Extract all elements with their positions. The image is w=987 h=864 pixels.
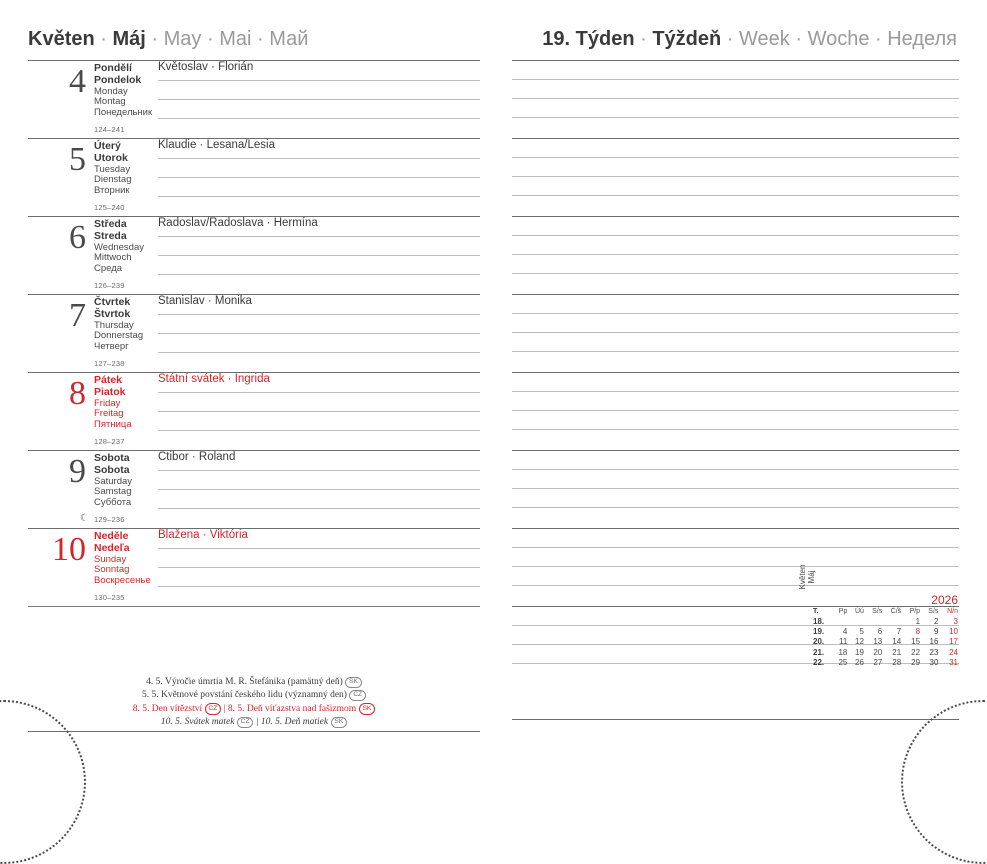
mini-month-sk: Máj (807, 570, 817, 584)
nameday-text: Stanislav · Monika (158, 295, 252, 307)
mini-day[interactable]: 11 (839, 637, 848, 647)
nameday-text: Státní svátek · Ingrida (158, 373, 270, 385)
mini-day[interactable]: 12 (855, 637, 864, 647)
mini-day[interactable]: 8 (915, 627, 921, 637)
header-sep-3: · (206, 28, 220, 50)
mini-day[interactable]: 18 (838, 647, 848, 657)
day-names (94, 141, 156, 196)
month-name-ru: Май (269, 28, 309, 50)
day-row[interactable] (28, 372, 480, 450)
header-sep-7: · (795, 28, 808, 50)
holiday-notes (28, 676, 480, 730)
header-sep-8: · (875, 28, 888, 50)
day-name-ru: Суббота (94, 496, 132, 508)
month-name-en: May (163, 28, 202, 50)
day-name-de: Freitag (94, 408, 124, 420)
day-name-de: Dienstag (94, 174, 132, 186)
day-row[interactable] (28, 528, 480, 606)
day-number: 6 (69, 219, 86, 256)
day-name-cz: Neděle (94, 530, 129, 542)
mini-day[interactable]: 1 (915, 616, 921, 626)
writing-lines[interactable] (158, 61, 480, 138)
mini-day[interactable]: 20 (873, 647, 883, 657)
day-row[interactable] (28, 450, 480, 528)
day-code: 125–240 (94, 203, 125, 212)
day-name-ru: Вторник (94, 184, 130, 196)
mini-day[interactable] (883, 617, 902, 627)
nameday-text: Ctibor · Roland (158, 451, 236, 463)
day-name-sk: Štvrtok (94, 307, 131, 320)
day-name-cz: Středa (94, 218, 127, 230)
mini-day[interactable]: 25 (838, 657, 848, 667)
holiday-sep-4: | (255, 717, 259, 728)
day-names (94, 375, 156, 430)
holiday-line-2 (28, 689, 480, 702)
mini-calendar-row (812, 658, 959, 668)
mini-col-thu: Č/š (890, 608, 902, 615)
day-name-ru: Воскресенье (94, 574, 151, 586)
mini-calendar-row (812, 627, 959, 637)
week-label-sk: Týždeň (652, 28, 722, 50)
header-sep-1: · (100, 28, 113, 50)
mini-day[interactable]: 26 (855, 657, 864, 667)
writing-lines[interactable] (158, 139, 480, 216)
nameday-text: Květoslav · Florián (158, 61, 254, 73)
holiday-text-3a: 8. 5. Den vítězství (132, 703, 203, 714)
mini-week-number: 22. (813, 657, 825, 667)
day-code: 127–238 (94, 359, 125, 368)
holiday-line-4 (28, 716, 480, 729)
country-tag-sk: SK (345, 677, 362, 689)
holiday-line-3 (28, 703, 480, 716)
mini-day[interactable]: 13 (873, 637, 883, 647)
writing-lines[interactable] (158, 451, 480, 528)
mini-calendar-year: 2026 (931, 593, 958, 607)
day-number: 8 (69, 375, 86, 412)
mini-calendar-header-row (812, 608, 959, 617)
day-number: 5 (69, 141, 86, 178)
header-sep-2: · (151, 28, 164, 50)
mini-day[interactable]: 9 (933, 627, 939, 637)
mini-week-number: 18. (813, 616, 825, 626)
mini-calendar[interactable] (798, 564, 959, 668)
mini-day[interactable]: 16 (929, 637, 939, 647)
day-names (94, 453, 156, 508)
mini-col-wed: S/s (872, 608, 883, 615)
week-label-ru: Неделя (887, 28, 957, 50)
day-list (28, 60, 480, 606)
day-name-ru: Понедельник (94, 106, 153, 118)
mini-day[interactable]: 10 (949, 627, 958, 637)
day-name-en: Friday (94, 397, 121, 409)
day-number: 10 (52, 531, 86, 568)
mini-day[interactable]: 6 (877, 627, 883, 637)
month-name-cz: Květen (28, 28, 95, 50)
day-row[interactable] (28, 294, 480, 372)
day-name-sk: Streda (94, 229, 127, 242)
writing-lines[interactable] (158, 529, 480, 606)
mini-day[interactable]: 24 (949, 647, 958, 657)
day-name-en: Monday (94, 85, 128, 97)
writing-lines[interactable] (158, 373, 480, 450)
day-name-de: Sonntag (94, 564, 130, 576)
week-label-en: Week (739, 28, 790, 50)
page-title-left (28, 28, 478, 51)
mini-col-week: T. (813, 608, 819, 615)
holiday-text-4a: 10. 5. Svátek matek (160, 717, 235, 728)
mini-day[interactable] (848, 617, 865, 627)
week-label-cz: Týden (575, 28, 635, 50)
moon-phase-icon: ☾ (80, 513, 89, 524)
week-label-de: Woche (807, 28, 870, 50)
day-name-ru: Четверг (94, 340, 129, 352)
mini-month-cz: Květen (798, 564, 807, 590)
holiday-text-1: 4. 5. Výročie úmrtia M. R. Štefánika (pamätný deň) (146, 677, 343, 687)
holiday-line-1 (28, 676, 480, 689)
mini-day[interactable] (865, 617, 883, 627)
mini-col-tue: Úú (854, 608, 864, 615)
mini-calendar-row (812, 637, 959, 647)
day-number: 9 (69, 453, 86, 490)
nameday-text: Klaudie · Lesana/Lesia (158, 139, 275, 151)
day-name-sk: Pondelok (94, 73, 142, 86)
mini-day[interactable] (832, 617, 849, 627)
day-code: 126–239 (94, 281, 125, 290)
mini-day[interactable]: 4 (842, 627, 848, 637)
day-name-cz: Sobota (94, 452, 130, 464)
mini-col-mon: Pp (838, 608, 848, 615)
day-name-sk: Nedeľa (94, 541, 130, 554)
mini-day[interactable]: 17 (949, 637, 958, 647)
mini-week-number: 21. (813, 647, 825, 657)
day-name-cz: Čtvrtek (94, 296, 131, 308)
day-number: 4 (69, 63, 86, 100)
country-tag-cz: CZ (237, 717, 254, 729)
mini-col-sat: S/s (928, 608, 939, 615)
day-number: 7 (69, 297, 86, 334)
day-name-sk: Utorok (94, 151, 128, 164)
nameday-text: Blažena · Viktória (158, 529, 248, 541)
mini-day[interactable]: 21 (892, 647, 902, 657)
day-names (94, 63, 156, 118)
day-name-sk: Piatok (94, 385, 126, 398)
header-sep-4: · (256, 28, 270, 50)
country-tag-cz: CZ (205, 703, 222, 715)
day-name-en: Wednesday (94, 241, 144, 253)
day-name-ru: Пятница (94, 418, 132, 430)
mini-day[interactable]: 14 (892, 637, 902, 647)
country-tag-sk: SK (331, 717, 348, 729)
writing-lines[interactable] (158, 217, 480, 294)
day-name-en: Thursday (94, 319, 134, 331)
day-name-de: Donnerstag (94, 330, 144, 342)
mini-day[interactable]: 3 (953, 616, 958, 626)
mini-day[interactable]: 5 (859, 627, 864, 637)
decorative-arc-right-icon (901, 700, 987, 864)
mini-calendar-row (812, 617, 959, 627)
mini-day[interactable]: 29 (911, 657, 921, 667)
day-names (94, 531, 156, 586)
country-tag-sk: SK (359, 703, 376, 715)
holiday-text-2: 5. 5. Květnové povstání českého lidu (významný den) (141, 690, 347, 701)
day-row[interactable] (28, 216, 480, 294)
mini-day[interactable]: 23 (929, 647, 939, 657)
mini-col-fri: P/p (909, 608, 921, 615)
week-number: 19. (542, 28, 571, 50)
mini-day[interactable]: 22 (911, 647, 921, 657)
mini-week-number: 19. (813, 627, 825, 637)
page-title-right (542, 28, 957, 51)
mini-day[interactable]: 30 (929, 657, 939, 667)
day-block-bottom-rule (28, 606, 480, 607)
holiday-text-3b: 8. 5. Deň víťazstva nad fašizmom (227, 703, 357, 714)
holiday-text-4b: 10. 5. Deň matiek (260, 717, 329, 728)
mini-calendar-month-label (798, 547, 816, 607)
mini-calendar-table (812, 608, 959, 668)
day-name-cz: Pátek (94, 374, 123, 386)
nameday-text: Radoslav/Radoslava · Hermína (158, 217, 318, 229)
month-name-sk: Máj (112, 28, 146, 50)
day-code: 129–236 (94, 515, 125, 524)
day-name-de: Samstag (94, 486, 132, 498)
mini-day[interactable]: 31 (949, 657, 958, 667)
day-name-de: Mittwoch (94, 252, 132, 264)
mini-col-sun: N/n (947, 608, 958, 615)
mini-day[interactable]: 2 (933, 616, 939, 626)
mini-day[interactable]: 7 (896, 627, 902, 637)
day-row[interactable] (28, 138, 480, 216)
day-name-en: Saturday (94, 475, 133, 487)
day-name-cz: Úterý (94, 140, 121, 152)
day-name-cz: Pondělí (94, 62, 132, 74)
day-code: 124–241 (94, 125, 125, 134)
mini-day[interactable]: 15 (911, 637, 921, 647)
day-name-en: Tuesday (94, 163, 131, 175)
country-tag-cz: CZ (349, 690, 366, 702)
day-names (94, 219, 156, 274)
day-name-en: Sunday (94, 553, 127, 565)
header-sep-5: · (640, 28, 653, 50)
mini-day[interactable]: 27 (873, 657, 883, 667)
day-name-sk: Sobota (94, 463, 130, 476)
mini-calendar-row (812, 648, 959, 658)
header-sep-6: · (726, 28, 740, 50)
day-row[interactable] (28, 60, 480, 138)
day-code: 128–237 (94, 437, 125, 446)
mini-day[interactable]: 28 (892, 657, 902, 667)
mini-day[interactable]: 19 (855, 647, 864, 657)
mini-week-number: 20. (813, 637, 825, 647)
footer-bottom-rule (28, 731, 480, 732)
month-name-fr: Mai (219, 28, 252, 50)
day-code: 130–235 (94, 593, 125, 602)
day-names (94, 297, 156, 352)
holiday-sep-3: | (223, 703, 226, 714)
writing-lines[interactable] (158, 295, 480, 372)
day-name-de: Montag (94, 96, 126, 108)
day-name-ru: Среда (94, 262, 123, 274)
